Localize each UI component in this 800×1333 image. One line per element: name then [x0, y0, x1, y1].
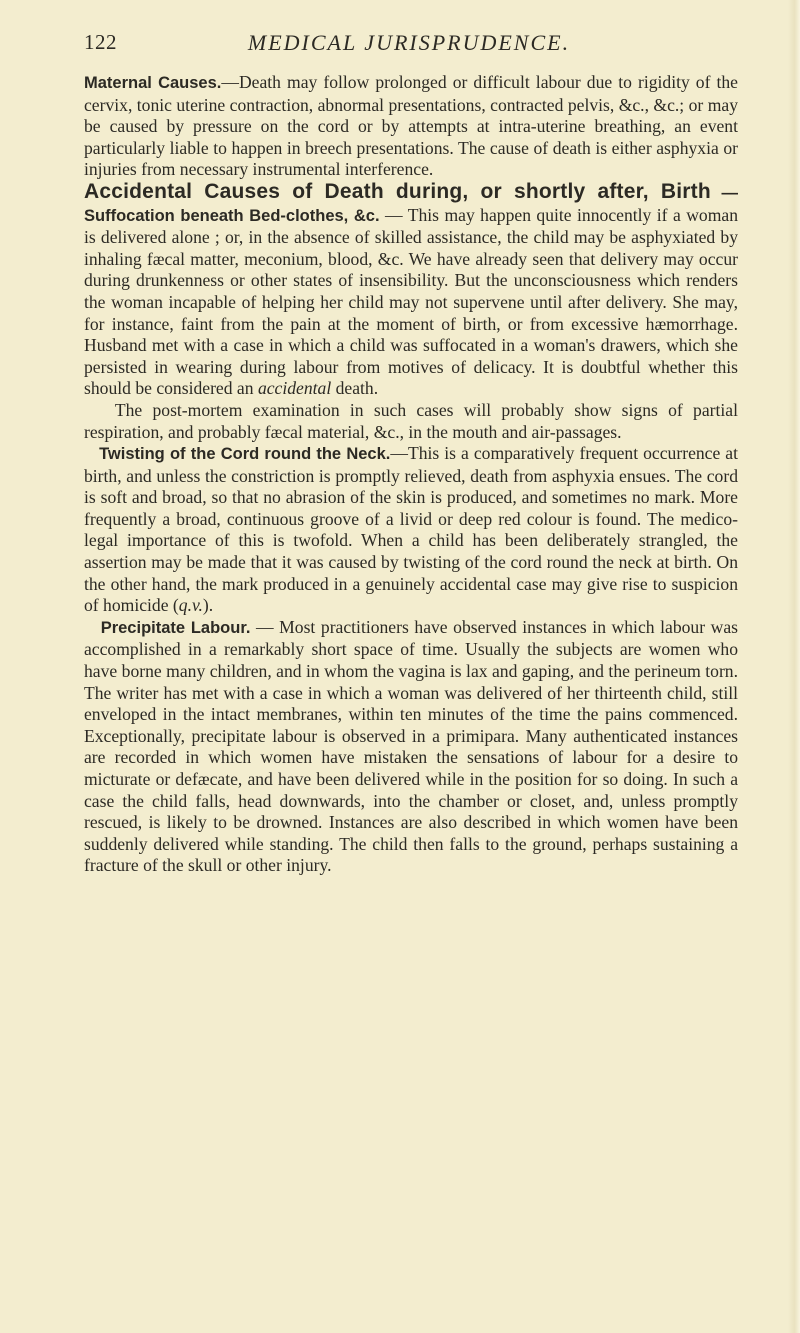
page-header: [84, 30, 734, 56]
paragraph-text: death.: [331, 378, 379, 399]
paragraph-text: — This may happen quite innocently if a woman is delivered alone ; or, in the absence of skilled assistance, the child may be asphyxiated by inhaling fæcal matter, meconium, blood, &c. We have already seen that delivery may occur during drunkenness or other states of insensibility. But the unconsciousness which renders the woman incapable of helping her child may not supervene until after delivery. She may, for instance, faint from the pain at the moment of birth, or from excessive hæmorrhage. Husband met with a case in which a child was suffocated in a woman's drawers, which she persisted in wearing during labour from motives of delicacy. It is doubtful whether this should be considered an: [84, 204, 738, 399]
running-head: MEDICAL JURISPRUDENCE.: [247, 30, 571, 55]
heading-maternal-causes: Maternal Causes.: [84, 74, 222, 92]
paragraph-accidental-causes: [84, 181, 738, 400]
paragraph-text: —Death may follow prolonged or difficult labour due to rigidity of the cervix, tonic uterine contraction, abnormal presentations, contracted pelvis, &c., &c.; or may be caused by pressure on the cord or by attempts at intra-uterine breathing, an event particularly liable to happen in breech presentations. The cause of death is either asphyxia or injuries from necessary instrumental interference.: [84, 72, 738, 180]
body-text: [84, 72, 738, 877]
heading-precipitate-labour: Precipitate Labour.: [100, 618, 251, 637]
page-edge-shadow: [788, 0, 800, 1333]
paragraph-text: The post-mortem examination in such cases will probably show signs of partial respiration, and probably fæcal material, &c., in the mouth and air-passages.: [84, 399, 738, 442]
italic-term: accidental: [257, 378, 332, 399]
italic-reference: q.v.: [178, 595, 203, 616]
heading-twisting-of-cord: Twisting of the Cord round the Neck.: [99, 445, 391, 464]
heading-accidental-causes: Accidental Causes of Death during, or shortly after, Birth: [84, 179, 711, 203]
paragraph-text: — Most practitioners have observed instances in which labour was accomplished in a remarkably short space of time. Usually the subjects are women who have borne many children, and in whom the vagina is lax and gaping, and the perineum torn. The writer has met with a case in which a woman was delivered of her thirteenth child, still enveloped in the intact membranes, within ten minutes of the time the pains commenced. Exceptionally, precipitate labour is observed in a primipara. Many authenticated instances are recorded in which women have mistaken the sensations of labour for a desire to micturate or defæcate, and have been delivered while in the position for so doing. In such a case the child falls, head downwards, into the chamber or closet, and, unless promptly rescued, is likely to be drowned. Instances are also described in which women have been suddenly delivered while standing. The child then falls to the ground, perhaps sustaining a fracture of the skull or other injury.: [84, 616, 738, 876]
paragraph-twisting-of-cord: [84, 443, 738, 617]
page-number: 122: [84, 30, 117, 54]
paragraph-precipitate-labour: [84, 617, 738, 877]
paragraph-post-mortem: [84, 400, 738, 443]
subheading-suffocation: — Suffocation beneath Bed-clothes, &c.: [84, 183, 738, 225]
paragraph-maternal-causes: [84, 72, 738, 181]
paragraph-text: ).: [202, 595, 214, 616]
paragraph-text: —This is a comparatively frequent occurrence at birth, and unless the constriction is promptly relieved, death from asphyxia ensues. The cord is soft and broad, so that no abrasion of the skin is produced, and sometimes no mark. More frequently a broad, continuous groove of a livid or deep red colour is found. The medico-legal importance of this is twofold. When a child has been deliberately strangled, the assertion may be made that it was caused by twisting of the cord round the neck at birth. On the other hand, the mark produced in a genuinely accidental case may give rise to suspicion of homicide (: [84, 443, 739, 616]
